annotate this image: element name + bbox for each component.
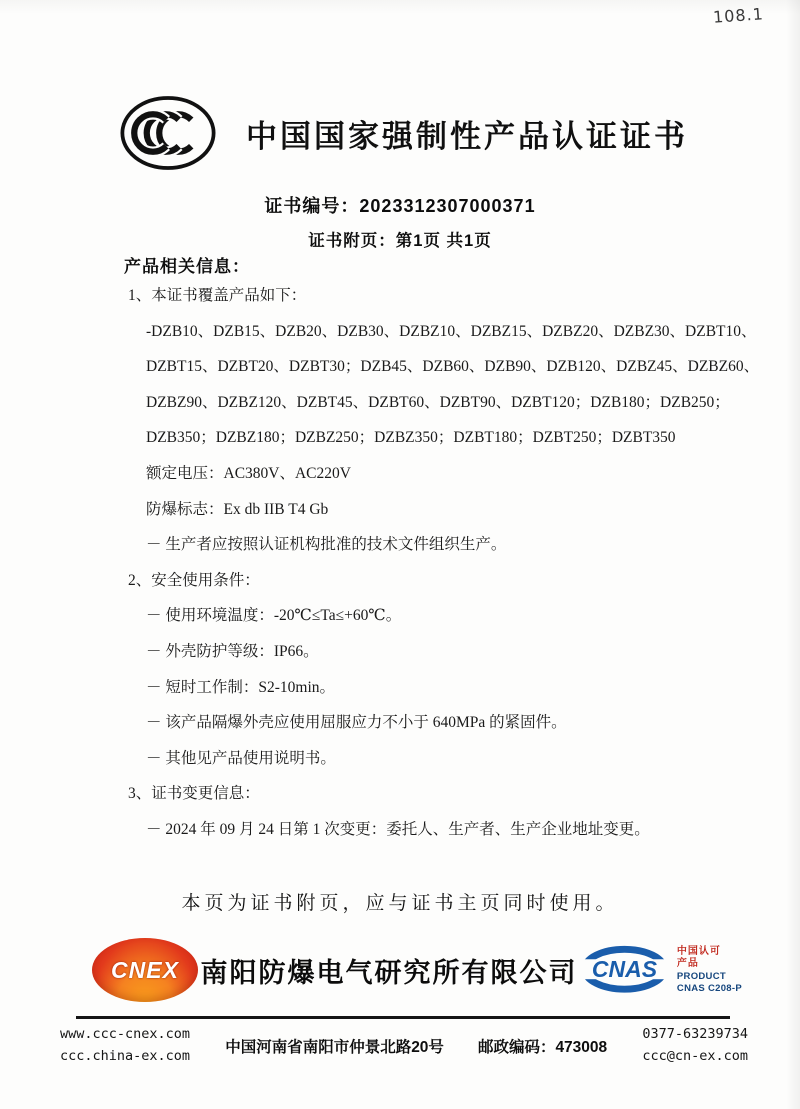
section-title-product-info: 产品相关信息： [124,257,250,276]
certificate-header [118,92,720,174]
footer-contact-row [60,1024,748,1067]
body-line-ambient-temp: － 使用环境温度：-20℃≤Ta≤+60℃。 [146,607,402,625]
website-secondary: ccc.china-ex.com [60,1047,191,1064]
ccc-logo-icon [118,92,218,174]
body-line-change-info: 3、证书变更信息： [128,785,260,803]
cnex-logo [92,938,198,1002]
body-line-models: DZBT15、DZBT20、DZBT30；DZB45、DZB60、DZB90、DZB120、DZBZ45、DZBZ60、 [146,358,760,376]
email-address: ccc@cn-ex.com [642,1047,748,1064]
cnas-code-line: CNAS C208-P [676,982,742,994]
cnas-logo-icon [580,941,672,999]
footer-websites [60,1024,190,1067]
footer-divider-line [76,1016,730,1019]
postal-code: 邮政编码：473008 [477,1038,608,1056]
cnas-cn-line1: 中国认可 [676,945,721,957]
handwritten-page-number: 108.1 [712,4,765,27]
body-line-models: DZB350；DZBZ180；DZBZ250；DZBZ350；DZBT180；DZBT250；DZBT350 [146,429,676,447]
certificate-number: 证书编号：2023312307000371 [264,196,536,216]
body-line-fasteners: － 该产品隔爆外壳应使用屈服应力不小于 640MPa 的紧固件。 [146,714,567,732]
cnas-side-text [677,946,742,995]
certificate-title: 中国国家强制性产品认证证书 [246,118,688,154]
cnas-cn-line2: 产品 [676,958,699,970]
body-line-ip-rating: － 外壳防护等级：IP66。 [146,642,319,660]
footer-address-block [225,1035,607,1057]
cnas-en-line: PRODUCT [676,970,726,982]
cnex-logo-text: CNEX [111,956,179,983]
body-line-duty-cycle: － 短时工作制：S2-10min。 [146,678,336,696]
cnas-accreditation-mark [580,941,742,999]
body-line: － 其他见产品使用说明书。 [146,749,336,767]
body-line-safety-conditions: 2、安全使用条件： [128,571,260,589]
footer-logo-row [92,938,742,1002]
body-line: 1、本证书覆盖产品如下： [128,287,307,304]
body-line-models: -DZB10、DZB15、DZB20、DZB30、DZBZ10、DZBZ15、DZBZ20、DZBZ30、DZBT10、 [146,322,757,340]
body-line-change-record: － 2024 年 09 月 24 日第 1 次变更：委托人、生产者、生产企业地址变更。 [146,820,650,838]
footer-phone-email [642,1024,748,1067]
body-line-models: DZBZ90、DZBZ120、DZBT45、DZBT60、DZBT90、DZBT120；DZB180；DZB250； [146,393,730,411]
attachment-usage-note: 本页为证书附页，应与证书主页同时使用。 [181,893,619,914]
postal-address: 中国河南省南阳市仲景北路20号 [225,1038,444,1056]
issuing-company-name: 南阳防爆电气研究所有限公司 [200,957,578,988]
body-line-ex-marking: 防爆标志：Ex db IIB T4 Gb [146,500,329,518]
phone-number: 0377-63239734 [642,1026,748,1042]
body-line: － 生产者应按照认证机构批准的技术文件组织生产。 [146,536,507,554]
svg-text:CNAS: CNAS [591,955,657,982]
website-primary: www.ccc-cnex.com [60,1026,191,1042]
body-line-rated-voltage: 额定电压：AC380V、AC220V [146,464,351,482]
certificate-body [124,278,760,848]
certificate-attachment-page: 证书附页：第1页 共1页 [308,232,492,250]
